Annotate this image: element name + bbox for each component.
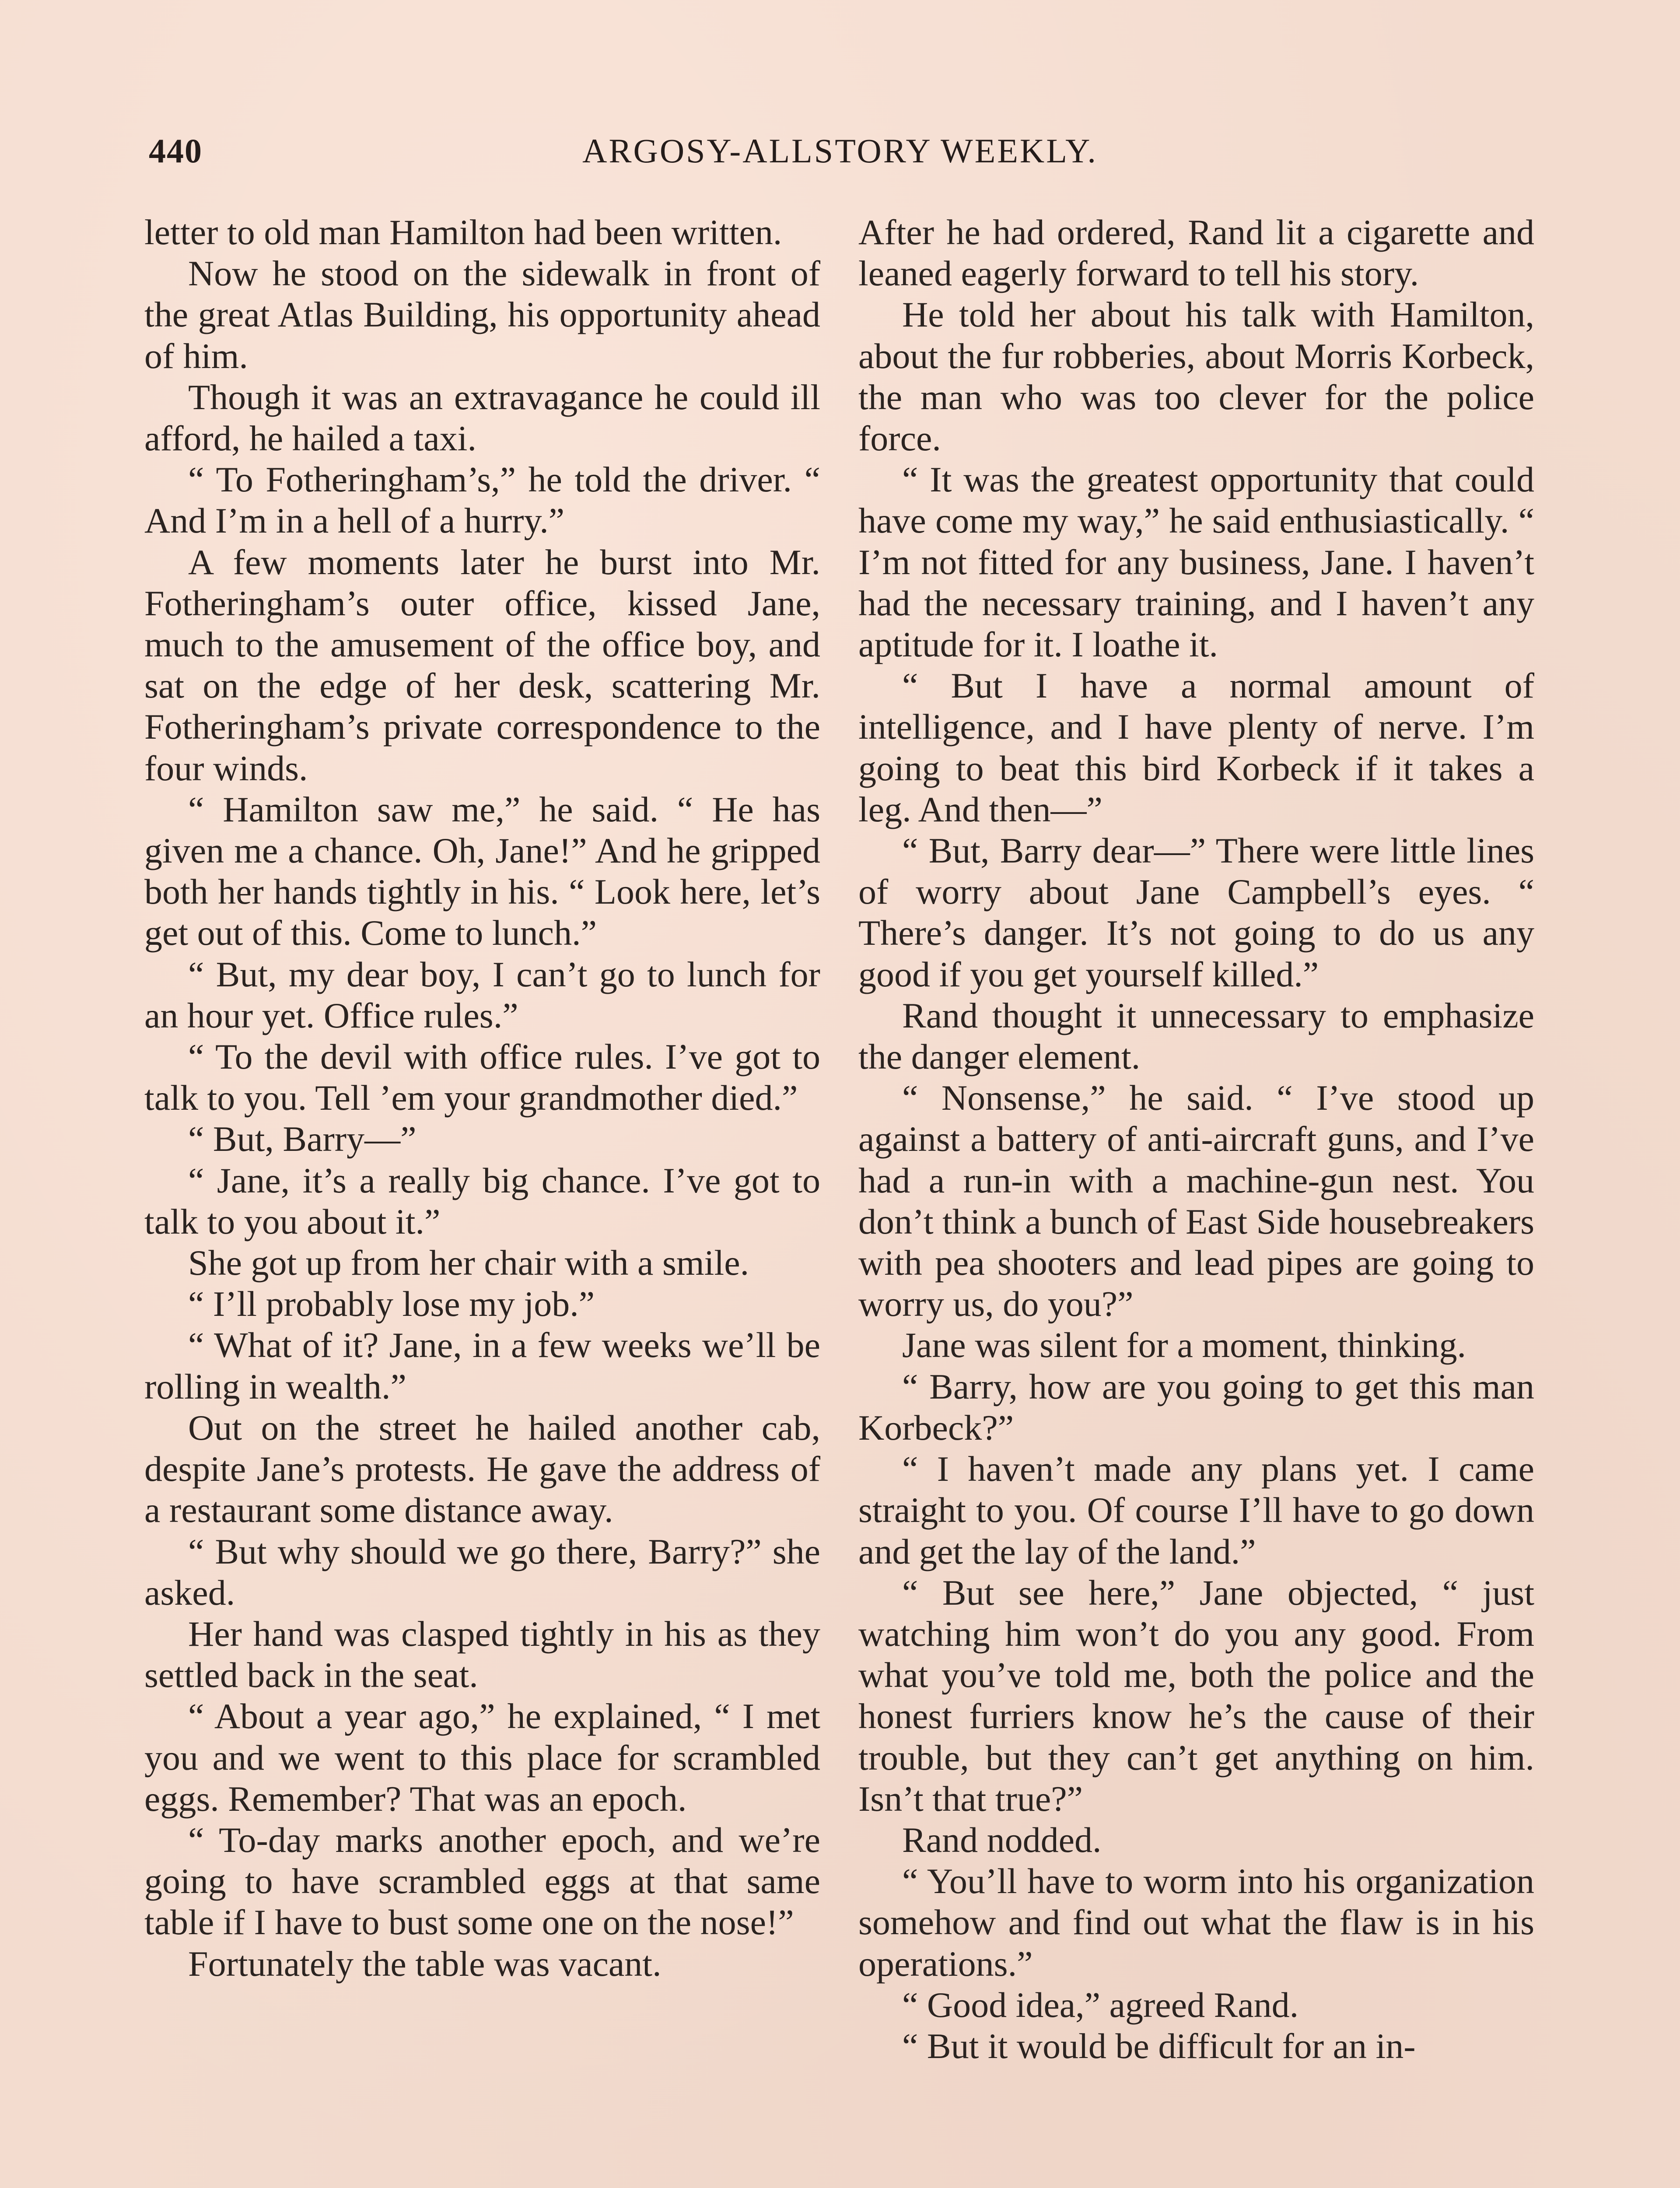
- page-number: 440: [149, 132, 203, 170]
- paragraph: “ About a year ago,” he explained, “ I met you and we went to this place for scrambled eggs. Remember? That was an epoch.: [144, 1696, 820, 1819]
- paragraph: Rand nodded.: [902, 1820, 1102, 1860]
- paragraph: Though it was an extravagance he could ill afford, he hailed a taxi.: [144, 377, 820, 459]
- paragraph: Jane was silent for a moment, thinking.: [902, 1325, 1466, 1365]
- paragraph: “ What of it? Jane, in a few weeks we’ll be rolling in wealth.”: [144, 1325, 820, 1406]
- paragraph: A few moments later he burst into Mr. Fotheringham’s outer office, kissed Jane, much to the amusement of the office boy, and sat on the edge of her desk, scattering Mr. Fotheringham’s private correspondence to the four winds.: [144, 542, 820, 788]
- paragraph: “ But see here,” Jane objected, “ just watching him won’t do you any good. From what you’ve told me, both the police and the honest furriers know he’s the cause of their trouble, but they can’t get anything on him. Isn’t that true?”: [858, 1572, 1534, 1819]
- paragraph: “ Barry, how are you going to get this man Korbeck?”: [858, 1366, 1534, 1448]
- paragraph: She got up from her chair with a smile.: [188, 1243, 749, 1283]
- paragraph: letter to old man Hamilton had been written.: [144, 212, 782, 252]
- page-header: [149, 131, 1531, 193]
- paragraph: “ It was the greatest opportunity that could have come my way,” he said enthusiastically. “ I’m not fitted for any business, Jane. I haven’t had the necessary training, and I haven’t any aptitude for it. I loathe it.: [858, 459, 1534, 665]
- paragraph: “ But, my dear boy, I can’t go to lunch for an hour yet. Office rules.”: [144, 954, 820, 1035]
- paragraph: “ To the devil with office rules. I’ve got to talk to you. Tell ’em your grandmother died.”: [144, 1037, 820, 1118]
- right-column: [858, 212, 1534, 2067]
- paragraph: Her hand was clasped tightly in his as they settled back in the seat.: [144, 1613, 820, 1695]
- paragraph: “ Hamilton saw me,” he said. “ He has given me a chance. Oh, Jane!” And he gripped both her hands tightly in his. “ Look here, let’s get out of this. Come to lunch.”: [144, 789, 820, 953]
- paragraph: “ But it would be difficult for an in-: [902, 2026, 1416, 2066]
- paragraph: “ I’ll probably lose my job.”: [188, 1284, 595, 1324]
- paragraph: “ I haven’t made any plans yet. I came straight to you. Of course I’ll have to go down and get the lay of the land.”: [858, 1449, 1534, 1571]
- left-column: [144, 212, 820, 1985]
- paragraph: Out on the street he hailed another cab, despite Jane’s protests. He gave the address of a restaurant some distance away.: [144, 1407, 820, 1530]
- paragraph: After he had ordered, Rand lit a cigarette and leaned eagerly forward to tell his story.: [858, 212, 1534, 294]
- paragraph: “ To-day marks another epoch, and we’re going to have scrambled eggs at that same table if I have to bust some one on the nose!”: [144, 1820, 820, 1943]
- paragraph: Now he stood on the sidewalk in front of the great Atlas Building, his opportunity ahead of him.: [144, 253, 820, 376]
- paragraph: “ But why should we go there, Barry?” she asked.: [144, 1531, 820, 1613]
- paragraph: “ Good idea,” agreed Rand.: [902, 1985, 1299, 2025]
- paragraph: “ But, Barry—”: [188, 1119, 416, 1159]
- paragraph: “ Jane, it’s a really big chance. I’ve got to talk to you about it.”: [144, 1160, 820, 1241]
- running-head: ARGOSY-ALLSTORY WEEKLY.: [582, 132, 1098, 170]
- paragraph: Rand thought it unnecessary to emphasize the danger element.: [858, 995, 1534, 1077]
- paragraph: “ To Fotheringham’s,” he told the driver. “ And I’m in a hell of a hurry.”: [144, 459, 820, 541]
- paragraph: “ Nonsense,” he said. “ I’ve stood up against a battery of anti-aircraft guns, and I’ve had a run-in with a machine-gun nest. You don’t think a bunch of East Side housebreakers with pea shooters and lead pipes are going to worry us, do you?”: [858, 1078, 1534, 1324]
- paragraph: He told her about his talk with Hamilton, about the fur robberies, about Morris Korbeck, the man who was too clever for the police force.: [858, 295, 1534, 459]
- paragraph: “ But I have a normal amount of intelligence, and I have plenty of nerve. I’m going to beat this bird Korbeck if it takes a leg. And then—”: [858, 666, 1534, 829]
- paragraph: “ But, Barry dear—” There were little lines of worry about Jane Campbell’s eyes. “ There’s danger. It’s not going to do us any good if you get yourself killed.”: [858, 831, 1534, 994]
- paragraph: “ You’ll have to worm into his organization somehow and find out what the flaw is in his operations.”: [858, 1861, 1534, 1984]
- paragraph: Fortunately the table was vacant.: [188, 1943, 662, 1984]
